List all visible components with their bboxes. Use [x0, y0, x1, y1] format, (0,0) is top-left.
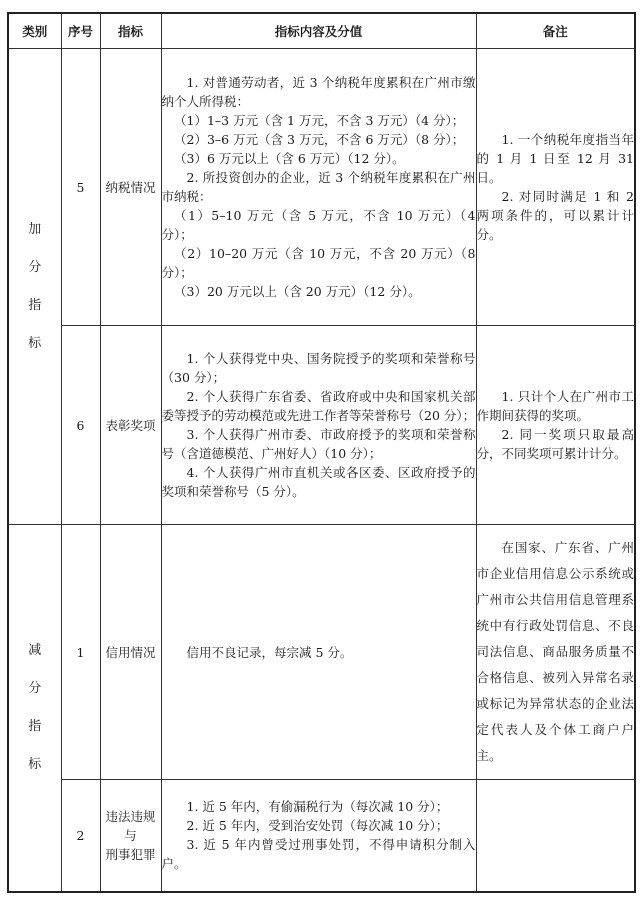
row-indicator: 违法违规 与 刑事犯罪	[100, 780, 161, 892]
row-indicator: 纳税情况	[100, 49, 161, 326]
header-row	[8, 13, 635, 49]
header-category: 类别	[8, 13, 61, 49]
row-indicator: 表彰奖项	[100, 326, 161, 525]
table-row	[8, 49, 635, 326]
row-number: 5	[61, 49, 100, 326]
table-row	[8, 780, 635, 892]
row-number: 6	[61, 326, 100, 525]
row-indicator: 信用情况	[100, 525, 161, 780]
row-remarks: 1. 一个纳税年度指当年的 1 月 1 日至 12 月 31 日。 2. 对同时满足 1 和 2 两项条件的，可以累计计分。	[476, 49, 635, 326]
table-row	[8, 525, 635, 780]
header-content: 指标内容及分值	[161, 13, 476, 49]
table-row	[8, 326, 635, 525]
row-remarks	[476, 780, 635, 892]
row-content: 信用不良记录，每宗减 5 分。	[161, 525, 476, 780]
row-content: 1. 对普通劳动者，近 3 个纳税年度累积在广州市缴纳个人所得税： （1）1–3 万元（含 1 万元，不含 3 万元）（4 分）； （2）3–6 万元（含 3 万元，不含 6 万元）（8 分）； （3）6 万元以上（含 6 万元）（12 分）。 2. 所投资创办的企业，近 3 个纳税年度累积在广州市纳税： （1）5–10 万元（含 5 万元，不含 10 万元）（4 分）； （2）10–20 万元（含 10 万元，不含 20 万元）（8 分）； （3）20 万元以上（含 20 万元）（12 分）。	[161, 49, 476, 326]
row-remarks: 1. 只计个人在广州市工作期间获得的奖项。 2. 同一奖项只取最高分，不同奖项可累计计分。	[476, 326, 635, 525]
header-remarks: 备注	[476, 13, 635, 49]
points-table	[7, 12, 636, 893]
header-indicator: 指标	[100, 13, 161, 49]
row-number: 1	[61, 525, 100, 780]
row-number: 2	[61, 780, 100, 892]
category-deduction: 减 分 指 标	[8, 525, 61, 892]
header-number: 序号	[61, 13, 100, 49]
category-bonus: 加 分 指 标	[8, 49, 61, 525]
row-remarks: 在国家、广东省、广州市企业信用信息公示系统或广州市公共信用信息管理系统中有行政处罚信息、不良司法信息、商品服务质量不合格信息、被列入异常名录或标记为异常状态的企业法定代表人及个体工商户户主。	[476, 525, 635, 780]
row-content: 1. 近 5 年内，有偷漏税行为（每次减 10 分）； 2. 近 5 年内，受到治安处罚（每次减 10 分）； 3. 近 5 年内曾受过刑事处罚，不得申请积分制入户。	[161, 780, 476, 892]
row-content: 1. 个人获得党中央、国务院授予的奖项和荣誉称号（30 分）； 2. 个人获得广东省委、省政府或中央和国家机关部委等授予的劳动模范或先进工作者等荣誉称号（20 分）； 3. 个人获得广州市委、市政府授予的奖项和荣誉称号（含道德模范、广州好人）（10 分）； 4. 个人获得广州市直机关或各区委、区政府授予的奖项和荣誉称号（5 分）。	[161, 326, 476, 525]
